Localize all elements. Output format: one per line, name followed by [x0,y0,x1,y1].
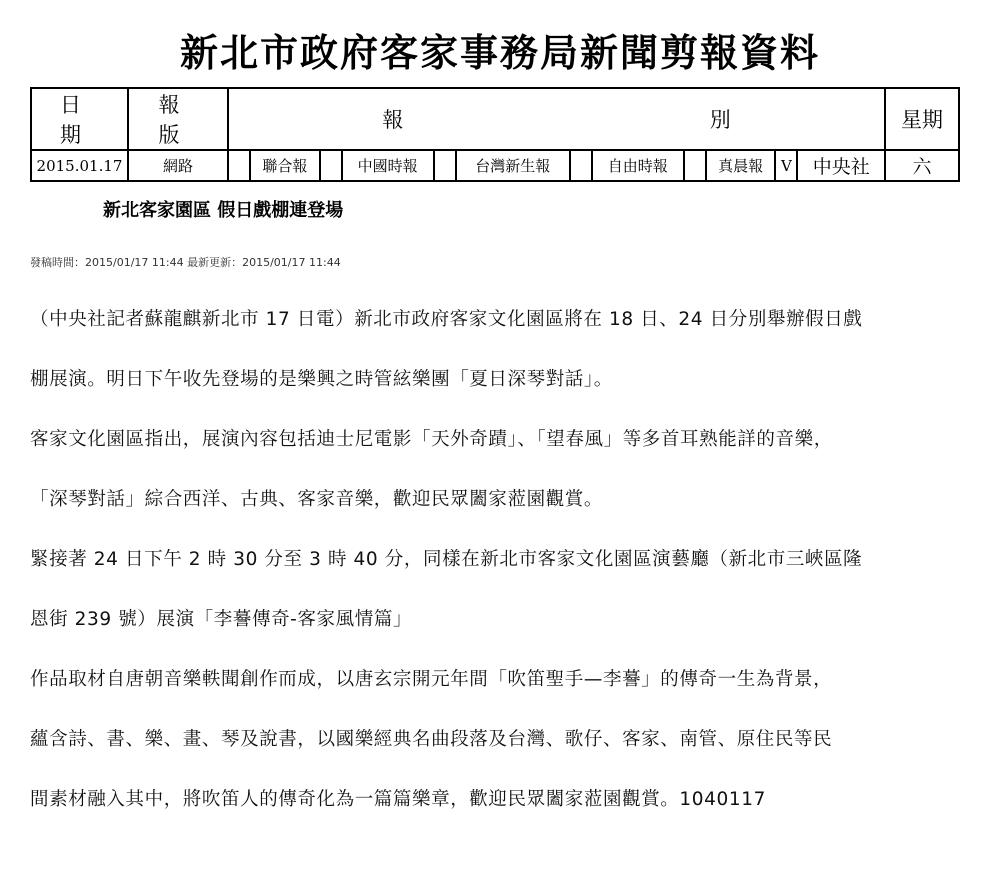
article-line: 間素材融入其中，將吹笛人的傳奇化為一篇篇樂章，歡迎民眾闔家蒞園觀賞。1040117 [30,789,766,810]
article-headline: 新北客家園區 假日戲棚連登場 [103,200,344,221]
clipping-weekday: 六 [885,150,959,181]
article-line: 「深琴對話」綜合西洋、古典、客家音樂，歡迎民眾闔家蒞園觀賞。 [30,489,604,510]
paper-checkbox [684,150,706,181]
paper-checkbox-checked: V [775,150,797,181]
clipping-header-table [30,87,960,182]
article-line: 客家文化園區指出，展演內容包括迪士尼電影「天外奇蹟」、「望春風」等多首耳熟能詳的音樂， [30,429,833,450]
newspaper-header-char-1: 報 [382,108,404,132]
newspaper-header-char-2: 別 [709,108,731,132]
paper-name: 自由時報 [592,150,684,181]
paper-name: 中國時報 [342,150,434,181]
date-column-header: 日 期 [31,88,128,150]
article-timestamp: 發稿時間：2015/01/17 11:44 最新更新：2015/01/17 11:44 [30,256,341,269]
article-line: 緊接著 24 日下午 2 時 30 分至 3 時 40 分，同樣在新北市客家文化園區演藝廳（新北市三峽區隆 [30,549,863,570]
article-line: 作品取材自唐朝音樂軼聞創作而成，以唐玄宗開元年間「吹笛聖手—李謩」的傳奇一生為背景， [30,669,833,690]
clipping-date: 2015.01.17 [31,150,128,181]
paper-name: 真晨報 [706,150,776,181]
clipping-edition: 網路 [128,150,228,181]
paper-name: 中央社 [797,150,885,181]
edition-column-header: 報 版 [128,88,228,150]
newspaper-column-header [228,88,885,150]
article-line: 棚展演。明日下午收先登場的是樂興之時管絃樂團「夏日深琴對話」。 [30,369,613,390]
paper-checkbox [434,150,456,181]
paper-name: 聯合報 [250,150,320,181]
paper-checkbox [320,150,342,181]
paper-checkbox [570,150,592,181]
article-line: （中央社記者蘇龍麒新北市 17 日電）新北市政府客家文化園區將在 18 日、24 日分別舉辦假日戲 [30,309,863,330]
article-line: 恩街 239 號）展演「李謩傳奇-客家風情篇」 [30,609,413,630]
article-line: 蘊含詩、書、樂、畫、琴及說書，以國樂經典名曲段落及台灣、歌仔、客家、南管、原住民等民 [30,729,833,750]
page-title: 新北市政府客家事務局新聞剪報資料 [179,30,820,75]
article-body [30,290,975,830]
paper-checkbox [228,150,250,181]
weekday-column-header: 星期 [885,88,959,150]
paper-name: 台灣新生報 [456,150,570,181]
